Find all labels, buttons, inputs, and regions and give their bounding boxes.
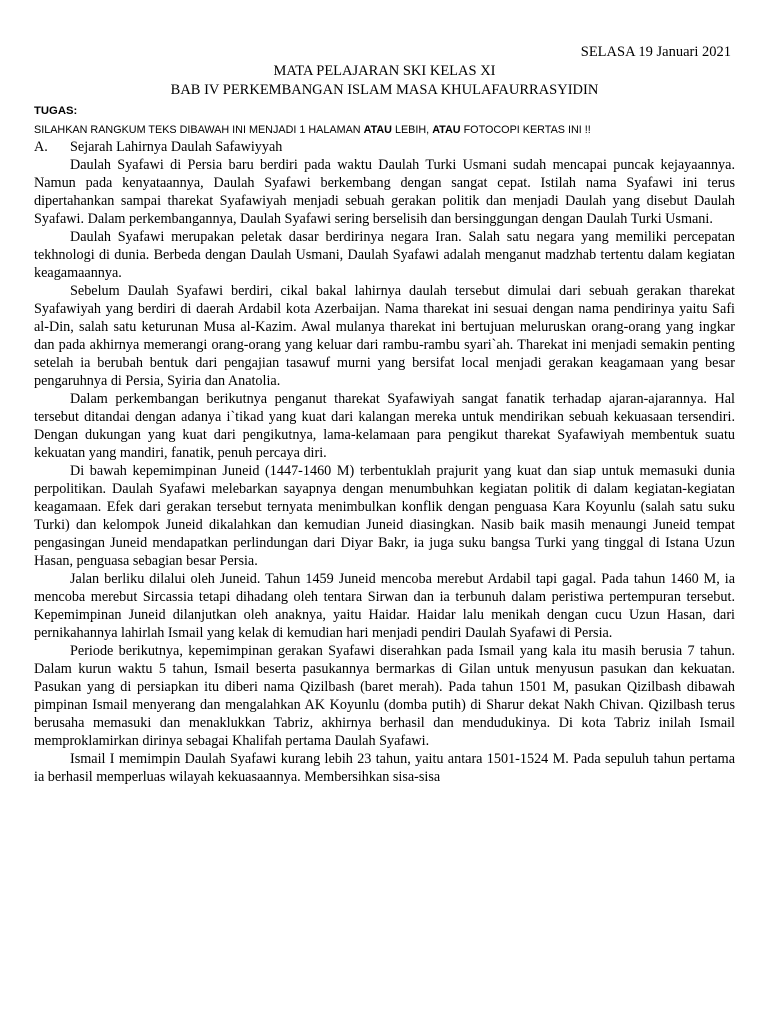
- paragraph: Daulah Syafawi merupakan peletak dasar berdirinya negara Iran. Salah satu negara yang memiliki percepatan tekhnologi di dunia. Berbeda dengan Daulah Usmani, Daulah Syafawi adalah menganut madzhab tertentu dalam kegiatan keagamaannya.: [34, 229, 735, 281]
- paragraph: Daulah Syafawi di Persia baru berdiri pada waktu Daulah Turki Usmani sudah mencapai puncak kejayaannya. Namun pada kenyataannya, Daulah Syafawi berkembang dengan sangat cepat. Istilah nama Syafawi ini terus dipertahankan sampai tharekat Syafawiyah menjadi sebuah gerakan politik dan menjadi Daulah yang disebut Daulah Syafawi. Dalam perkembangannya, Daulah Syafawi sering berselisih dan bersinggungan dengan Daulah Turki Usmani.: [34, 157, 735, 227]
- section-title: Sejarah Lahirnya Daulah Safawiyyah: [70, 139, 283, 155]
- subject-title: MATA PELAJARAN SKI KELAS XI: [273, 63, 496, 79]
- section-heading: [34, 138, 735, 156]
- body-text: [34, 156, 735, 786]
- section-number: A.: [34, 139, 48, 155]
- document-page: [34, 42, 735, 786]
- paragraph: Di bawah kepemimpinan Juneid (1447-1460 M) terbentuklah prajurit yang kuat dan siap untuk memasuki dunia perpolitikan. Daulah Syafawi melebarkan sayapnya dengan menumbuhkan kegiatan politik di dalam kegiatan-kegiatan keagamaan. Efek dari gerakan tersebut ternyata menimbulkan konflik dengan penguasa Kara Koyunlu (salah satu suku Turki) dan kelompok Juneid dikalahkan dan kemudian Juneid diasingkan. Nasib baik masih menaungi Juneid tempat pengasingan Juneid mendapatkan perlindungan dari Diyar Bakr, ia juga suku bangsa Turki yang tinggal di Istana Uzun Hasan, penguasa sebagian besar Persia.: [34, 463, 735, 569]
- assignment-instruction: SILAHKAN RANGKUM TEKS DIBAWAH INI MENJADI 1 HALAMAN ATAU LEBIH, ATAU FOTOCOPI KERTAS INI !!: [34, 124, 591, 136]
- document-date: SELASA 19 Januari 2021: [580, 44, 731, 60]
- assignment-label: TUGAS:: [34, 105, 78, 117]
- paragraph: Dalam perkembangan berikutnya penganut tharekat Syafawiyah sangat fanatik terhadap ajaran-ajarannya. Hal tersebut ditandai dengan adanya i`tikad yang kuat dari kalangan mereka untuk mendirikan sebuah kekuasaan tersendiri. Dengan dukungan yang kuat dari pengikutnya, lama-kelamaan para pengikut tharekat Syafawiyah membentuk suatu kekuatan yang mandiri, fanatik, penuh percaya diri.: [34, 391, 735, 461]
- chapter-title: BAB IV PERKEMBANGAN ISLAM MASA KHULAFAURRASYIDIN: [170, 81, 599, 98]
- paragraph: Ismail I memimpin Daulah Syafawi kurang lebih 23 tahun, yaitu antara 1501-1524 M. Pada sepuluh tahun pertama ia berhasil memperluas wilayah kekuasaannya. Membersihkan sisa-sisa: [34, 751, 735, 785]
- paragraph: Jalan berliku dilalui oleh Juneid. Tahun 1459 Juneid mencoba merebut Ardabil tapi gagal. Pada tahun 1460 M, ia mencoba merebut Sircassia tetapi dihadang oleh tentara Sirwan dan ia terbunuh dalam peristiwa pertempuran tersebut. Kepemimpinan Juneid dilanjutkan oleh anaknya, yaitu Haidar. Haidar lalu menikah dengan cucu Uzun Hasan, dari pernikahannya lahirlah Ismail yang kelak di kemudian hari menjadi pendiri Daulah Syafawi di Persia.: [34, 571, 735, 641]
- paragraph: Sebelum Daulah Syafawi berdiri, cikal bakal lahirnya daulah tersebut dimulai dari sebuah gerakan tharekat Syafawiyah yang berdiri di daerah Ardabil kota Azerbaijan. Nama tharekat ini sesuai dengan nama pendirinya yaitu Safi al-Din, salah satu keturunan Musa al-Kazim. Awal mulanya tharekat ini bertujuan meluruskan orang-orang yang ingkar dan pada akhirnya memerangi orang-orang yang keluar dari rambu-rambu syari`ah. Tharekat ini menjadi semakin penting setelah ia berubah bentuk dari pengajian tasawuf murni yang bersifat local menjadi gerakan keagamaan yang besar pengaruhnya di Persia, Syiria dan Anatolia.: [34, 283, 735, 389]
- paragraph: Periode berikutnya, kepemimpinan gerakan Syafawi diserahkan pada Ismail yang kala itu masih berusia 7 tahun. Dalam kurun waktu 5 tahun, Ismail beserta pasukannya bermarkas di Gilan untuk menyusun pasukan dan kekuatan. Pasukan yang di persiapkan itu diberi nama Qizilbash (baret merah). Pada tahun 1501 M, pasukan Qizilbash dibawah pimpinan Ismail menyerang dan mengalahkan AK Koyunlu (domba putih) di Sharur dekat Nakh Chivan. Qizilbash terus berusaha memasuki dan menaklukkan Tabriz, akhirnya berhasil dan mendudukinya. Di kota Tabriz inilah Ismail memproklamirkan dirinya sebagai Khalifah pertama Daulah Syafawi.: [34, 643, 735, 749]
